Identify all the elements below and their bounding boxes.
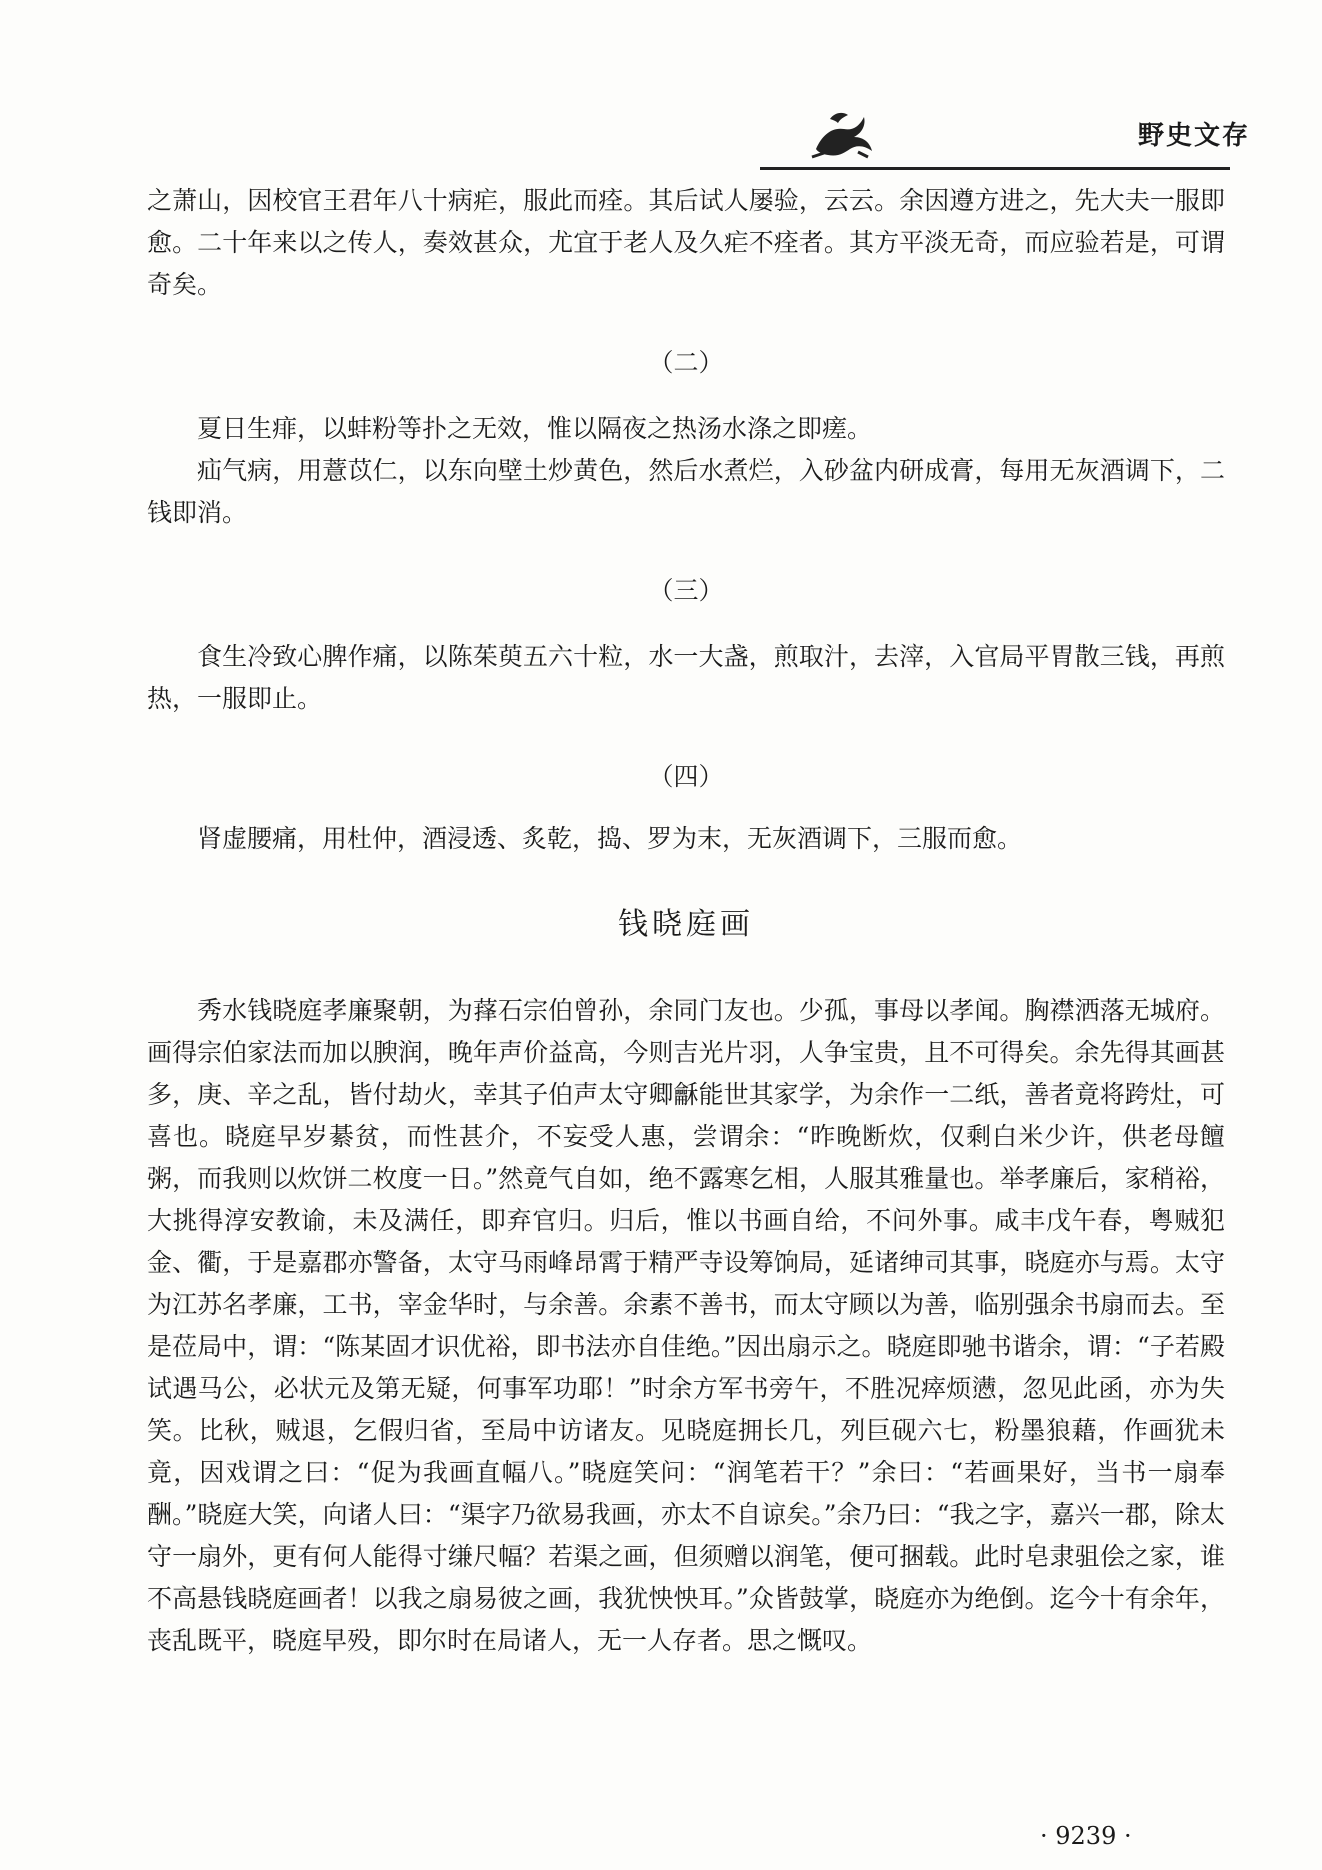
book-series-title: 野史文存	[1137, 121, 1250, 151]
remedy-paragraph: 肾虚腰痛，用杜仲，酒浸透、炙乾，捣、罗为末，无灰酒调下，三服而愈。	[197, 824, 1023, 853]
article-title: 钱晓庭画	[618, 907, 754, 942]
remedy-paragraph: 夏日生痱，以蚌粉等扑之无效，惟以隔夜之热汤水涤之即瘥。	[197, 414, 873, 443]
section-number: （二）	[648, 348, 724, 377]
page-number: · 9239 ·	[1040, 1822, 1132, 1850]
running-header	[760, 105, 1250, 167]
dragon-emblem-icon	[808, 105, 880, 165]
remedy-paragraph: 食生冷致心脾作痛，以陈茱萸五六十粒，水一大盏，煎取汁，去滓，入官局平胃散三钱，再煎热，一服即止。	[147, 642, 1225, 713]
page-content	[147, 180, 1225, 1662]
article-body: 秀水钱晓庭孝廉聚朝，为萚石宗伯曾孙，余同门友也。少孤，事母以孝闻。胸襟洒落无城府。画得宗伯家法而加以腴润，晚年声价益高，今则吉光片羽，人争宝贵，且不可得矣。余先得其画甚多，庚、辛之乱，皆付劫火，幸其子伯声太守卿龢能世其家学，为余作一二纸，善者竟将跨灶，可喜也。晓庭早岁綦贫，而性甚介，不妄受人惠，尝谓余：“昨晚断炊，仅剩白米少许，供老母饘粥，而我则以炊饼二枚度一日。”然竟气自如，绝不露寒乞相，人服其雅量也。举孝廉后，家稍裕，大挑得淳安教谕，未及满任，即弃官归。归后，惟以书画自给，不问外事。咸丰戊午春，粤贼犯金、衢，于是嘉郡亦警备，太守马雨峰昂霄于精严寺设筹饷局，延诸绅司其事，晓庭亦与焉。太守为江苏名孝廉，工书，宰金华时，与余善。余素不善书，而太守顾以为善，临别强余书扇而去。至是莅局中，谓：“陈某固才识优裕，即书法亦自佳绝。”因出扇示之。晓庭即驰书谐余，谓：“子若殿试遇马公，必状元及第无疑，何事军功耶！”时余方军书旁午，不胜况瘁烦懑，忽见此函，亦为失笑。比秋，贼退，乞假归省，至局中访诸友。见晓庭拥长几，列巨砚六七，粉墨狼藉，作画犹未竟，因戏谓之曰：“促为我画直幅八。”晓庭笑问：“润笔若干？”余曰：“若画果好，当书一扇奉酬。”晓庭大笑，向诸人曰：“渠字乃欲易我画，亦太不自谅矣。”余乃曰：“我之字，嘉兴一郡，除太守一扇外，更有何人能得寸缣尺幅？若渠之画，但须赠以润笔，便可捆载。此时皂隶驵侩之家，谁不高悬钱晓庭画者！以我之扇易彼之画，我犹怏怏耳。”众皆鼓掌，晓庭亦为绝倒。迄今十有余年，丧乱既平，晓庭早殁，即尔时在局诸人，无一人存者。思之慨叹。	[147, 996, 1225, 1655]
continued-paragraph: 之萧山，因校官王君年八十病疟，服此而痊。其后试人屡验，云云。余因遵方进之，先大夫一服即愈。二十年来以之传人，奏效甚众，尤宜于老人及久疟不痊者。其方平淡无奇，而应验若是，可谓奇矣。	[147, 186, 1225, 299]
section-number: （四）	[648, 762, 724, 791]
remedy-paragraph: 疝气病，用薏苡仁，以东向壁土炒黄色，然后水煮烂，入砂盆内研成膏，每用无灰酒调下，二钱即消。	[147, 456, 1225, 527]
section-number: （三）	[648, 576, 724, 605]
header-divider	[760, 167, 1230, 170]
